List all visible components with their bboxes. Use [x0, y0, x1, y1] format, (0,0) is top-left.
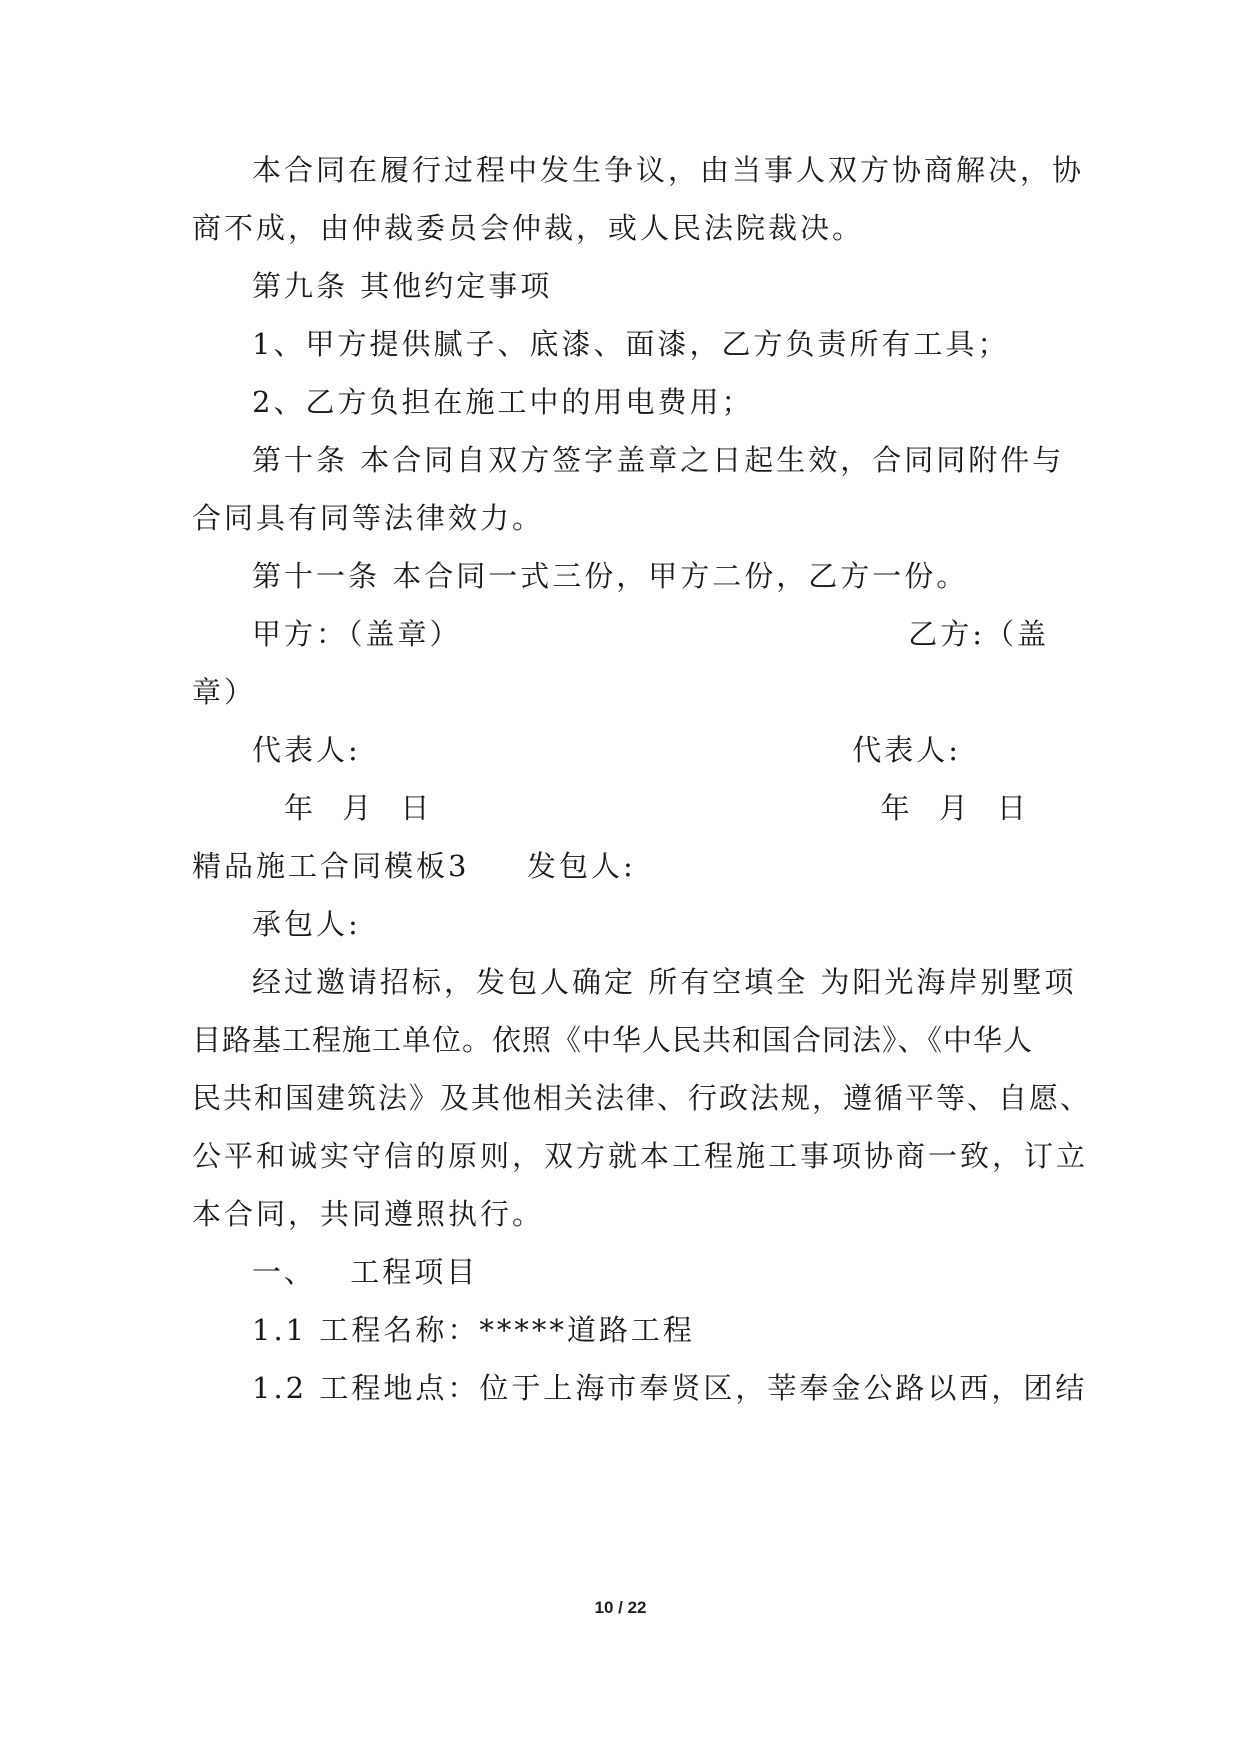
contractor-label: 承包人:	[252, 907, 361, 941]
article-ten-line-1: 第十条 本合同自双方签字盖章之日起生效，合同同附件与	[252, 443, 1065, 477]
party-b-seal-continued: 章）	[192, 675, 257, 709]
intro-line-4: 公平和诚实守信的原则，双方就本工程施工事项协商一致，订立	[192, 1139, 1089, 1173]
paragraph-dispute-line-1: 本合同在履行过程中发生争议，由当事人双方协商解决，协	[252, 153, 1085, 187]
intro-line-3: 民共和国建筑法》及其他相关法律、行政法规，遵循平等、自愿、	[192, 1081, 1092, 1115]
party-b-date: 年 月 日	[880, 791, 1029, 825]
intro-line-1: 经过邀请招标，发包人确定 所有空填全 为阳光海岸别墅项	[252, 965, 1077, 999]
section-one-heading: 一、 工程项目	[252, 1255, 479, 1289]
employer-label: 发包人:	[527, 849, 636, 883]
party-b-seal: 乙方:（盖	[908, 617, 1049, 651]
project-location: 1.2 工程地点：位于上海市奉贤区，莘奉金公路以西，团结	[252, 1371, 1088, 1405]
party-b-representative: 代表人:	[852, 733, 961, 767]
party-a-date: 年 月 日	[284, 791, 433, 825]
template-title: 精品施工合同模板3	[192, 849, 470, 883]
article-nine-item-2: 2、乙方负担在施工中的用电费用；	[252, 385, 754, 419]
article-eleven: 第十一条 本合同一式三份，甲方二份，乙方一份。	[252, 559, 969, 593]
article-nine-heading: 第九条 其他约定事项	[252, 269, 553, 303]
intro-line-5: 本合同，共同遵照执行。	[192, 1197, 545, 1231]
paragraph-dispute-line-2: 商不成，由仲裁委员会仲裁，或人民法院裁决。	[192, 211, 865, 245]
article-ten-line-2: 合同具有同等法律效力。	[192, 501, 545, 535]
party-a-representative: 代表人:	[252, 733, 361, 767]
article-nine-item-1: 1、甲方提供腻子、底漆、面漆，乙方负责所有工具；	[252, 327, 1010, 361]
project-name: 1.1 工程名称：*****道路工程	[252, 1313, 695, 1347]
page-number: 10 / 22	[594, 1598, 647, 1617]
party-a-seal: 甲方：（盖章）	[252, 617, 462, 651]
intro-line-2: 目路基工程施工单位。依照《中华人民共和国合同法》、《中华人	[192, 1023, 1034, 1057]
